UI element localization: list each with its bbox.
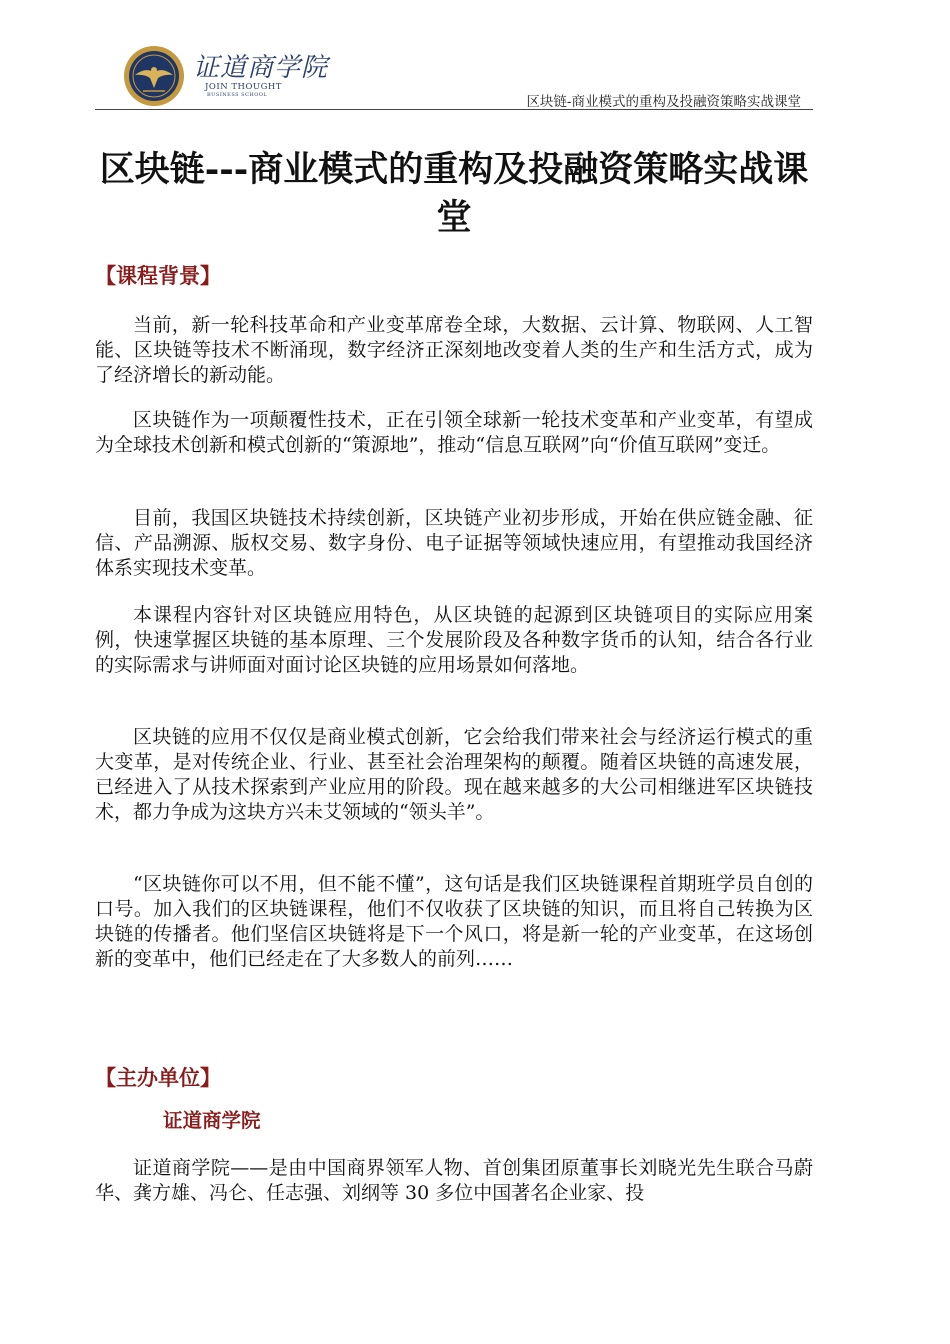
- paragraph: 区块链作为一项颠覆性技术，正在引领全球新一轮技术变革和产业变革，有望成为全球技术创新和模式创新的“策源地”，推动“信息互联网”向“价值互联网”变迁。: [95, 409, 813, 456]
- running-header-title: 区块链-商业模式的重构及投融资策略实战课堂: [526, 94, 801, 110]
- paragraph: 区块链的应用不仅仅是商业模式创新，它会给我们带来社会与经济运行模式的重大变革，是对传统企业、行业、甚至社会治理架构的颠覆。随着区块链的高速发展，已经进入了从技术探索到产业应用的阶段。现在越来越多的大公司相继进军区块链技术，都力争成为这块方兴未艾领域的“领头羊”。: [95, 726, 813, 823]
- document-title: 区块链---商业模式的重构及投融资策略实战课堂: [99, 149, 809, 238]
- section-heading-background: 【课程背景】: [95, 263, 221, 288]
- header-divider: [95, 109, 813, 110]
- school-name-english-sub: BUSINESS SCHOOL: [207, 92, 268, 98]
- paragraph: 当前，新一轮科技革命和产业变革席卷全球，大数据、云计算、物联网、人工智能、区块链等技术不断涌现，数字经济正深刻地改变着人类的生产和生活方式，成为了经济增长的新动能。: [95, 314, 813, 386]
- section-heading-organizer: 【主办单位】: [95, 1065, 221, 1090]
- school-name-logo: 证道商学院: [193, 53, 329, 83]
- organizer-name: 证道商学院: [163, 1109, 261, 1132]
- paragraph: 目前，我国区块链技术持续创新，区块链产业初步形成，开始在供应链金融、征信、产品溯源、版权交易、数字身份、电子证据等领域快速应用，有望推动我国经济体系实现技术变革。: [95, 507, 813, 579]
- page-header: [95, 40, 813, 112]
- paragraph: 证道商学院——是由中国商界领军人物、首创集团原董事长刘晓光先生联合马蔚华、龚方雄、冯仑、任志强、刘纲等 30 多位中国著名企业家、投: [95, 1157, 813, 1204]
- school-name-english: JOIN THOUGHT: [205, 82, 282, 92]
- paragraph: “区块链你可以不用，但不能不懂”，这句话是我们区块链课程首期班学员自创的口号。加入我们的区块链课程，他们不仅收获了区块链的知识，而且将自己转换为区块链的传播者。他们坚信区块链将是下一个风口，将是新一轮的产业变革，在这场创新的变革中，他们已经走在了大多数人的前列……: [95, 873, 813, 970]
- school-seal-logo: [123, 45, 185, 107]
- paragraph: 本课程内容针对区块链应用特色，从区块链的起源到区块链项目的实际应用案例，快速掌握区块链的基本原理、三个发展阶段及各种数字货币的认知，结合各行业的实际需求与讲师面对面讨论区块链的应用场景如何落地。: [95, 604, 813, 676]
